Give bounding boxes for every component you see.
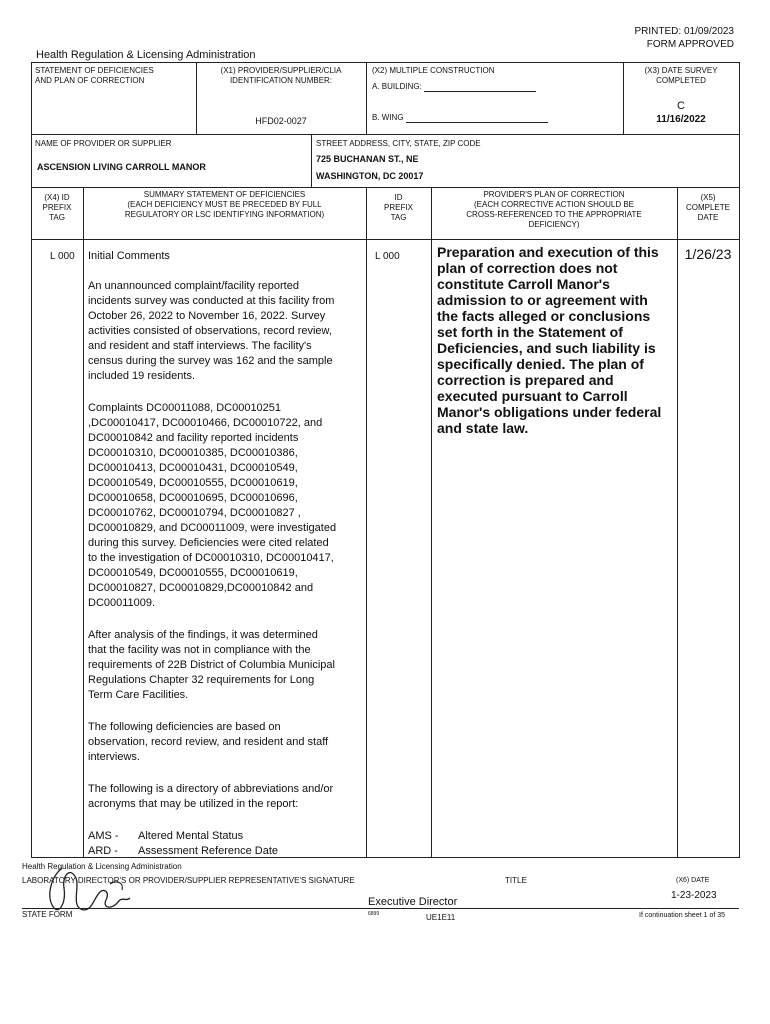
printed-date: PRINTED: 01/09/2023 (634, 26, 734, 37)
summary-line-1: SUMMARY STATEMENT OF DEFICIENCIES (143, 190, 306, 199)
summary-line-2: (EACH DEFICIENCY MUST BE PRECEDED BY FULL (127, 200, 322, 209)
abbreviation-item (88, 829, 338, 844)
paragraph-basis: The following deficiencies are based on observation, record review, and resident and staff interviews. (88, 721, 329, 763)
x3-label-line-2: COMPLETED (656, 76, 706, 85)
divider-col-tag (83, 187, 84, 857)
x5-line-3: DATE (697, 213, 719, 222)
statement-label-line-1: STATEMENT OF DEFICIENCIES (35, 66, 154, 75)
wing-blank (406, 113, 548, 123)
x3-label (623, 66, 739, 86)
divider-provider (311, 134, 312, 187)
x2-label: (X2) MULTIPLE CONSTRUCTION (372, 66, 495, 75)
form-approved: FORM APPROVED (646, 39, 734, 50)
row-right-tag: L 000 (375, 251, 400, 262)
provider-name-label: NAME OF PROVIDER OR SUPPLIER (35, 139, 172, 148)
col-header-x5 (677, 193, 739, 223)
event-id: UE1E11 (426, 913, 456, 922)
id-line-2: PREFIX (384, 203, 413, 212)
date-label: (X6) DATE (676, 877, 710, 884)
paragraph-complaints: Complaints DC00011088, DC00010251 ,DC00010417, DC00010466, DC00010722, and DC00010842 and facility reported incidents DC00010310, DC00010385, DC00010386, DC00010413, DC00010431, DC00010549, DC00010549, DC00010555, DC00010619, DC00010658, DC00010695, DC00010696, DC00010762, DC00010794, DC00010827 , DC00010829, and DC00011009, were investigated during this survey. Deficiencies were cited related to the investigation of DC00010310, DC00010417, DC00010549, DC00010555, DC00010619, DC00010827, DC00010829,DC00010842 and DC00011009. (88, 402, 337, 609)
statement-label-line-2: AND PLAN OF CORRECTION (35, 76, 145, 85)
print-info (635, 25, 735, 51)
provider-bottom-line (31, 187, 739, 188)
divider-x2 (366, 62, 367, 134)
abbreviation-meaning: Assessment Reference Date (138, 845, 279, 857)
paragraph-findings: After analysis of the findings, it was determined that the facility was not in compliance with the requirements of 22B District of Columbia Municipal Regulations Chapter 32 requirements for Long Term Care Facilities. (88, 629, 335, 701)
frame-left-line (31, 62, 32, 858)
continuation-sheet: If continuation sheet 1 of 35 (639, 912, 726, 919)
wing-label: B. WING (372, 113, 404, 122)
provider-id-number: HFD02-0027 (255, 116, 307, 126)
x4-line-2: PREFIX (42, 203, 72, 212)
x3-label-line-1: (X3) DATE SURVEY (644, 66, 718, 75)
id-line-1: ID (394, 193, 403, 202)
building-field (372, 82, 536, 92)
x4-line-3: TAG (49, 213, 65, 222)
top-block-bottom-line (31, 134, 739, 135)
divider-col-id (431, 187, 432, 857)
building-blank (424, 82, 536, 92)
city-state-zip: WASHINGTON, DC 20017 (316, 171, 424, 181)
form-code: 6899 (368, 911, 380, 917)
title-label: TITLE (505, 876, 527, 885)
agency-name: Health Regulation & Licensing Administration (36, 49, 256, 61)
footer-agency: Health Regulation & Licensing Administration (22, 862, 182, 871)
plan-line-4: DEFICIENCY) (528, 220, 580, 229)
survey-code: C (677, 100, 685, 112)
signature-date: 1-23-2023 (671, 890, 717, 901)
street-address: 725 BUCHANAN ST., NE (316, 154, 419, 164)
plan-line-2: (EACH CORRECTIVE ACTION SHOULD BE (473, 200, 635, 209)
frame-right-line (739, 62, 740, 858)
row-title: Initial Comments (88, 250, 170, 262)
frame-top-line (31, 62, 739, 63)
survey-completed-date: 11/16/2022 (656, 114, 706, 125)
col-header-x4 (31, 193, 83, 223)
col-header-summary (83, 190, 366, 220)
x5-line-1: (X5) (700, 193, 716, 202)
complete-date: 1/26/23 (684, 246, 732, 262)
divider-col-summary (366, 187, 367, 857)
id-line-3: TAG (390, 213, 407, 222)
building-label: A. BUILDING: (372, 82, 422, 91)
summary-line-3: REGULATORY OR LSC IDENTIFYING INFORMATION) (124, 210, 325, 219)
col-header-plan (431, 190, 677, 230)
address-label: STREET ADDRESS, CITY, STATE, ZIP CODE (316, 139, 481, 148)
plan-line-3: CROSS-REFERENCED TO THE APPROPRIATE (466, 210, 642, 219)
col-header-id (366, 193, 431, 223)
paragraph-survey: An unannounced complaint/facility reported incidents survey was conducted at this facility from October 26, 2022 to November 16, 2022. Survey activities consisted of observations, record review, and resident and staff interviews. The facility's census during the survey was 162 and the sample included 19 residents. (88, 280, 335, 382)
statement-label (35, 66, 154, 86)
column-header-bottom-line (31, 239, 739, 240)
x1-label-line-2: IDENTIFICATION NUMBER: (229, 76, 333, 85)
state-form-label: STATE FORM (22, 910, 73, 919)
abbreviation-item (88, 844, 338, 859)
x1-label-line-1: (X1) PROVIDER/SUPPLIER/CLIA (220, 66, 342, 75)
footer-line (22, 908, 739, 909)
divider-col-plan (677, 187, 678, 857)
row-tag: L 000 (50, 251, 75, 262)
plan-line-1: PROVIDER'S PLAN OF CORRECTION (483, 190, 625, 199)
correction-statement: Preparation and execution of this plan of correction does not constitute Carroll Manor's admission to or agreement with the facts alleged or conclusions set forth in the Statement of Deficiencies, and such liability is specifically denied. The plan of correction is prepared and executed pursuant to Carroll Manor's obligations under federal and state law. (437, 244, 662, 436)
paragraph-directory: The following is a directory of abbreviations and/or acronyms that may be utilized in the report: (88, 783, 334, 810)
x1-label (196, 66, 366, 86)
abbreviation: AMS - (88, 830, 119, 842)
x5-line-2: COMPLETE (685, 203, 730, 212)
abbreviation-meaning: Altered Mental Status (138, 830, 244, 842)
signature-label: LABORATORY DIRECTOR'S OR PROVIDER/SUPPLIER REPRESENTATIVE'S SIGNATURE (22, 876, 355, 885)
signer-title: Executive Director (368, 896, 458, 908)
summary-body (88, 279, 338, 859)
x4-line-1: (X4) ID (44, 193, 70, 202)
abbreviation: ARD - (88, 845, 118, 857)
provider-name: ASCENSION LIVING CARROLL MANOR (37, 162, 206, 172)
wing-field (372, 113, 548, 123)
